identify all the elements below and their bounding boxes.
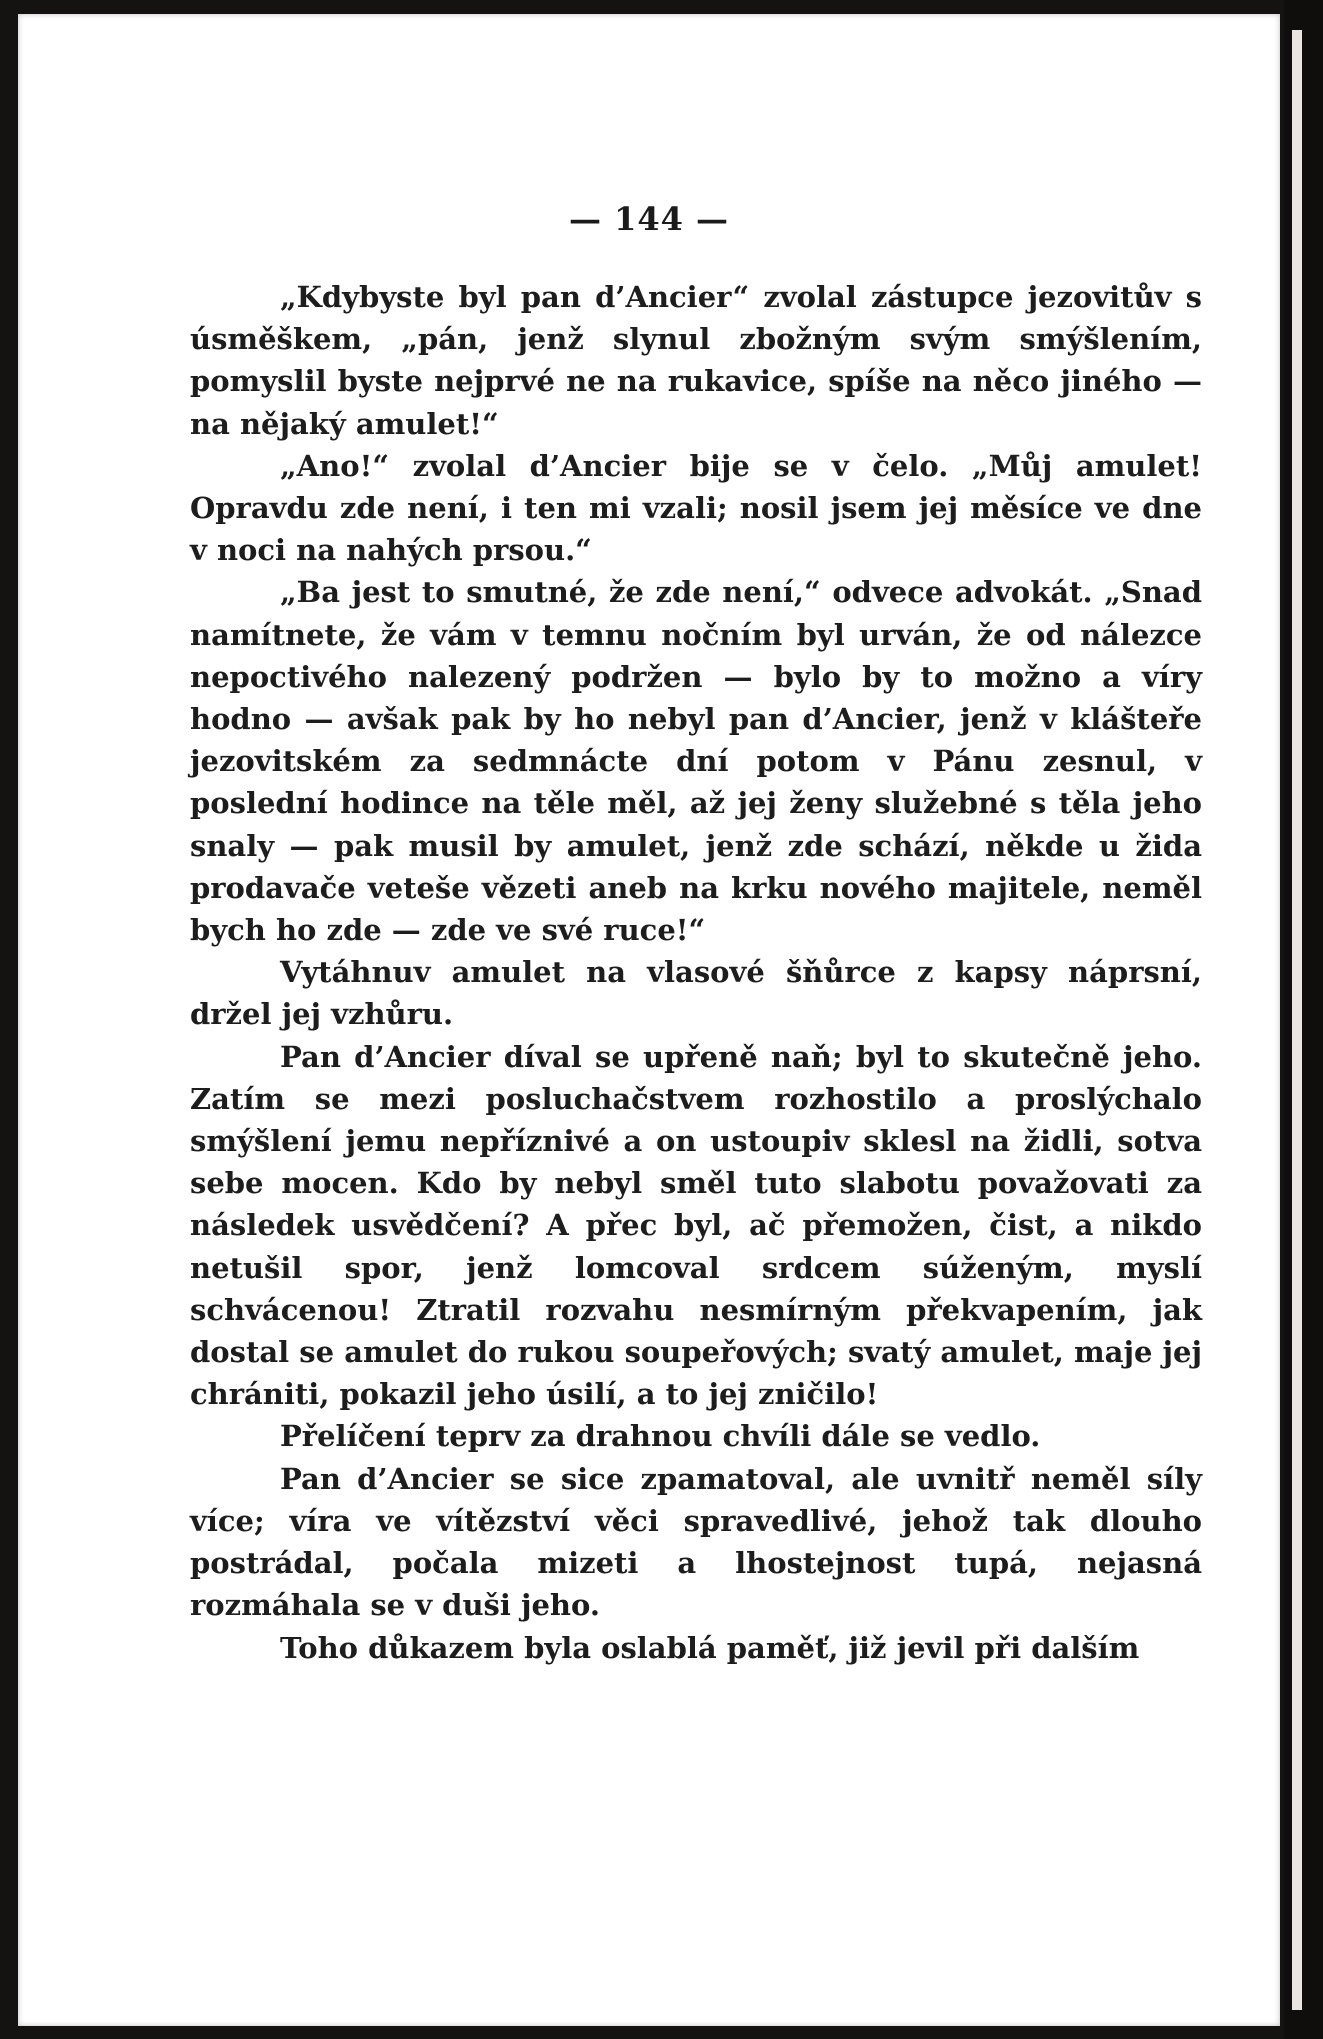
paragraph-1: „Kdybyste byl pan d’Ancier“ zvolal zástupce jezovitův s úsměškem, „pán, jenž slynul zbožným svým smýšlením, pomyslil byste nejprvé ne na rukavice, spíše na něco jiného — na nějaký amulet!“ (190, 280, 1202, 441)
next-page-sliver (1292, 30, 1302, 2010)
paragraph-6: Přelíčení teprv za drahnou chvíli dále se vedlo. (280, 1419, 1041, 1454)
paragraph-3: „Ba jest to smutné, že zde není,“ odvece advokát. „Snad namítnete, že vám v temnu nočním byl urván, že od nálezce nepoctivého nalezený podržen — bylo by to možno a víry hodno — avšak pak by ho nebyl pan d’Ancier, jenž v klášteře jezovitském za sedmnácte dní potom v Pánu zesnul, v poslední hodince na těle měl, až jej ženy služebné s těla jeho snaly — pak musil by amulet, jenž zde schází, někde u žida prodavače veteše vězeti aneb na krku nového majitele, neměl bych ho zde — zde ve své ruce!“ (190, 575, 1202, 948)
paragraph-8: Toho důkazem byla oslablá paměť, již jevil při dalším (280, 1630, 1140, 1665)
paragraph-5: Pan d’Ancier díval se upřeně naň; byl to skutečně jeho. Zatím se mezi posluchačstvem rozhostilo a proslýchalo smýšlení jemu nepříznivé a on ustoupiv sklesl na židli, sotva sebe mocen. Kdo by nebyl směl tuto slabotu považovati za následek usvědčení? A přec byl, ač přemožen, čist, a nikdo netušil spor, jenž lomcoval srdcem súženým, myslí schvácenou! Ztratil rozvahu nesmírným překvapením, jak dostal se amulet do rukou soupeřových; svatý amulet, maje jej chrániti, pokazil jeho úsilí, a to jej zničilo! (190, 1039, 1202, 1412)
book-page (18, 14, 1280, 2026)
paragraph-2: „Ano!“ zvolal d’Ancier bije se v čelo. „Můj amulet! Opravdu zde není, i ten mi vzali; nosil jsem jej měsíce ve dne v noci na nahých prsou.“ (190, 448, 1202, 568)
page-number: — 144 — (568, 200, 730, 238)
paragraph-4: Vytáhnuv amulet na vlasové šňůrce z kapsy náprsní, držel jej vzhůru. (190, 955, 1202, 1032)
body-text (190, 276, 1202, 1669)
paragraph-7: Pan d’Ancier se sice zpamatoval, ale uvnitř neměl síly více; víra ve vítězství věci spravedlivé, jehož tak dlouho postrádal, počala mizeti a lhostejnost tupá, nejasná rozmáhala se v duši jeho. (190, 1461, 1202, 1623)
next-page-edge (1284, 0, 1323, 2039)
